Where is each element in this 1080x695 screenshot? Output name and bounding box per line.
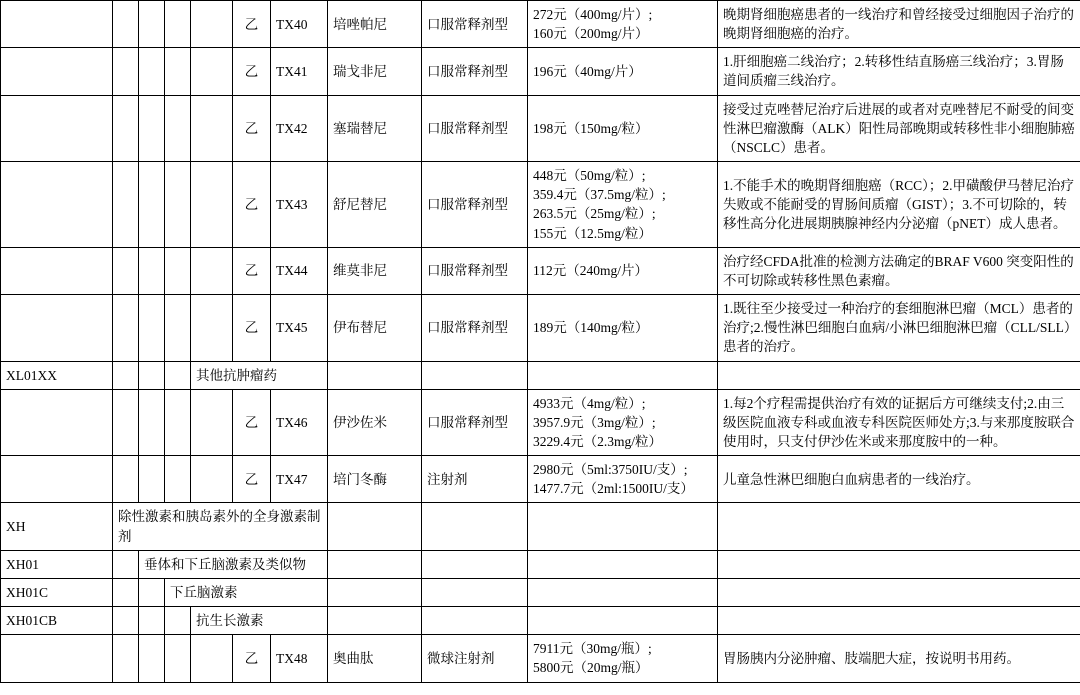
cell-price [528, 361, 718, 389]
cell-drug-name: 舒尼替尼 [328, 162, 422, 248]
cell-price [528, 503, 718, 550]
cell-price [528, 607, 718, 635]
price-line: 112元（240mg/片） [533, 263, 649, 279]
cell-dosage-form: 口服常释剂型 [422, 1, 528, 48]
cell-drug-name [328, 578, 422, 606]
price-line: 359.4元（37.5mg/粒）; [533, 187, 666, 203]
cell-category-code: XH01CB [1, 607, 113, 635]
cell-indent-1 [113, 607, 139, 635]
cell-dosage-form [422, 578, 528, 606]
cell-indent-4 [191, 295, 233, 361]
price-line: 7911元（30mg/瓶）; [533, 641, 652, 657]
cell-limit: 接受过克唑替尼治疗后进展的或者对克唑替尼不耐受的间变性淋巴瘤激酶（ALK）阳性局部晚期或转移性非小细胞肺癌（NSCLC）患者。 [718, 95, 1080, 161]
cell-indent-3 [165, 607, 191, 635]
cell-indent-3 [165, 162, 191, 248]
cell-level: 乙 [233, 456, 271, 503]
cell-dosage-form: 微球注射剂 [422, 635, 528, 682]
cell-category-name: 垂体和下丘脑激素及类似物 [139, 550, 328, 578]
cell-indent-3 [165, 635, 191, 682]
cell-limit [718, 550, 1080, 578]
cell-indent-4 [191, 1, 233, 48]
cell-price [528, 95, 718, 161]
price-line: 155元（12.5mg/粒） [533, 225, 652, 241]
cell-code-col [1, 635, 113, 682]
table-row-category [1, 503, 1080, 550]
cell-dosage-form: 口服常释剂型 [422, 295, 528, 361]
price-line: 263.5元（25mg/粒）; [533, 206, 656, 222]
cell-drug-name: 奥曲肽 [328, 635, 422, 682]
cell-dosage-form [422, 503, 528, 550]
cell-indent-3 [165, 48, 191, 95]
cell-indent-3 [165, 361, 191, 389]
cell-indent-3 [165, 389, 191, 455]
cell-category-code: XH01C [1, 578, 113, 606]
cell-price [528, 578, 718, 606]
cell-code-col [1, 389, 113, 455]
cell-code-col [1, 162, 113, 248]
cell-indent-2 [139, 95, 165, 161]
cell-price [528, 550, 718, 578]
cell-indent-2 [139, 389, 165, 455]
cell-level: 乙 [233, 95, 271, 161]
cell-drug-code: TX45 [271, 295, 328, 361]
cell-drug-name: 伊布替尼 [328, 295, 422, 361]
cell-drug-name: 瑞戈非尼 [328, 48, 422, 95]
cell-price [528, 1, 718, 48]
cell-drug-name: 培门冬酶 [328, 456, 422, 503]
price-line: 198元（150mg/粒） [533, 120, 649, 136]
cell-level: 乙 [233, 295, 271, 361]
cell-indent-1 [113, 162, 139, 248]
cell-limit [718, 361, 1080, 389]
price-line: 189元（140mg/粒） [533, 320, 649, 336]
cell-indent-4 [191, 635, 233, 682]
cell-indent-4 [191, 389, 233, 455]
table-row [1, 295, 1080, 361]
cell-code-col [1, 247, 113, 294]
price-line: 196元（40mg/片） [533, 63, 642, 79]
cell-indent-1 [113, 456, 139, 503]
cell-indent-1 [113, 361, 139, 389]
price-line: 160元（200mg/片） [533, 26, 649, 42]
cell-indent-2 [139, 1, 165, 48]
cell-indent-2 [139, 162, 165, 248]
cell-price [528, 635, 718, 682]
cell-indent-2 [139, 578, 165, 606]
cell-level: 乙 [233, 247, 271, 294]
cell-price [528, 456, 718, 503]
cell-limit: 1.不能手术的晚期肾细胞癌（RCC）；2.甲磺酸伊马替尼治疗失败或不能耐受的胃肠间质瘤（GIST）；3.不可切除的，转移性高分化进展期胰腺神经内分泌瘤（pNET）成人患者。 [718, 162, 1080, 248]
cell-limit: 1.每2个疗程需提供治疗有效的证据后方可继续支付;2.由三级医院血液专科或血液专科医院医师处方;3.与来那度胺联合使用时，只支付伊沙佐米或来那度胺中的一种。 [718, 389, 1080, 455]
cell-limit: 儿童急性淋巴细胞白血病患者的一线治疗。 [718, 456, 1080, 503]
cell-code-col [1, 295, 113, 361]
cell-indent-2 [139, 361, 165, 389]
table-row [1, 247, 1080, 294]
cell-indent-4 [191, 162, 233, 248]
cell-category-code: XL01XX [1, 361, 113, 389]
cell-category-name: 抗生长激素 [191, 607, 328, 635]
cell-code-col [1, 456, 113, 503]
price-line: 448元（50mg/粒）; [533, 168, 646, 184]
cell-drug-name [328, 361, 422, 389]
cell-indent-2 [139, 635, 165, 682]
table-row [1, 635, 1080, 682]
table-row-category [1, 361, 1080, 389]
cell-dosage-form [422, 361, 528, 389]
cell-price [528, 295, 718, 361]
cell-dosage-form [422, 607, 528, 635]
cell-indent-3 [165, 456, 191, 503]
cell-code-col [1, 48, 113, 95]
cell-dosage-form: 口服常释剂型 [422, 48, 528, 95]
cell-dosage-form: 口服常释剂型 [422, 95, 528, 161]
cell-indent-1 [113, 48, 139, 95]
cell-drug-name: 伊沙佐米 [328, 389, 422, 455]
cell-indent-4 [191, 95, 233, 161]
table-row-category [1, 578, 1080, 606]
cell-price [528, 389, 718, 455]
cell-drug-name [328, 503, 422, 550]
cell-code-col [1, 1, 113, 48]
cell-drug-code: TX40 [271, 1, 328, 48]
cell-limit: 晚期肾细胞癌患者的一线治疗和曾经接受过细胞因子治疗的晚期肾细胞癌的治疗。 [718, 1, 1080, 48]
cell-price [528, 247, 718, 294]
cell-drug-code: TX47 [271, 456, 328, 503]
cell-indent-3 [165, 295, 191, 361]
table-row [1, 48, 1080, 95]
cell-indent-2 [139, 456, 165, 503]
cell-drug-code: TX46 [271, 389, 328, 455]
cell-drug-name [328, 607, 422, 635]
cell-indent-1 [113, 247, 139, 294]
cell-level: 乙 [233, 162, 271, 248]
cell-level: 乙 [233, 635, 271, 682]
cell-dosage-form: 口服常释剂型 [422, 389, 528, 455]
cell-limit [718, 607, 1080, 635]
table-row [1, 456, 1080, 503]
cell-indent-2 [139, 48, 165, 95]
cell-level: 乙 [233, 1, 271, 48]
cell-indent-1 [113, 635, 139, 682]
table-row [1, 95, 1080, 161]
table-row-category [1, 550, 1080, 578]
cell-indent-1 [113, 389, 139, 455]
cell-dosage-form [422, 550, 528, 578]
price-line: 2980元（5ml:3750IU/支）; [533, 462, 688, 478]
cell-dosage-form: 注射剂 [422, 456, 528, 503]
price-line: 3957.9元（3mg/粒）; [533, 414, 656, 430]
cell-dosage-form: 口服常释剂型 [422, 247, 528, 294]
cell-indent-1 [113, 578, 139, 606]
cell-indent-3 [165, 95, 191, 161]
cell-drug-code: TX41 [271, 48, 328, 95]
price-line: 3229.4元（2.3mg/粒） [533, 433, 663, 449]
cell-indent-2 [139, 247, 165, 294]
cell-category-name: 其他抗肿瘤药 [191, 361, 328, 389]
cell-category-name: 除性激素和胰岛素外的全身激素制剂 [113, 503, 328, 550]
cell-level: 乙 [233, 389, 271, 455]
cell-indent-1 [113, 295, 139, 361]
price-line: 5800元（20mg/瓶） [533, 660, 649, 676]
table-row [1, 162, 1080, 248]
cell-category-name: 下丘脑激素 [165, 578, 328, 606]
cell-limit [718, 578, 1080, 606]
cell-price [528, 162, 718, 248]
cell-level: 乙 [233, 48, 271, 95]
cell-drug-code: TX48 [271, 635, 328, 682]
cell-limit [718, 503, 1080, 550]
table-row [1, 1, 1080, 48]
table-row [1, 389, 1080, 455]
price-line: 4933元（4mg/粒）; [533, 395, 646, 411]
price-line: 1477.7元（2ml:1500IU/支） [533, 481, 694, 497]
cell-drug-code: TX42 [271, 95, 328, 161]
cell-indent-1 [113, 550, 139, 578]
cell-limit: 治疗经CFDA批准的检测方法确定的BRAF V600 突变阳性的不可切除或转移性黑色素瘤。 [718, 247, 1080, 294]
cell-dosage-form: 口服常释剂型 [422, 162, 528, 248]
cell-indent-2 [139, 295, 165, 361]
cell-indent-1 [113, 95, 139, 161]
cell-indent-4 [191, 247, 233, 294]
cell-limit: 1.既往至少接受过一种治疗的套细胞淋巴瘤（MCL）患者的治疗;2.慢性淋巴细胞白血病/小淋巴细胞淋巴瘤（CLL/SLL）患者的治疗。 [718, 295, 1080, 361]
table-row-category [1, 607, 1080, 635]
cell-drug-name [328, 550, 422, 578]
cell-drug-code: TX44 [271, 247, 328, 294]
cell-drug-name: 塞瑞替尼 [328, 95, 422, 161]
cell-price [528, 48, 718, 95]
cell-indent-3 [165, 1, 191, 48]
cell-limit: 胃肠胰内分泌肿瘤、肢端肥大症，按说明书用药。 [718, 635, 1080, 682]
cell-drug-code: TX43 [271, 162, 328, 248]
cell-indent-4 [191, 456, 233, 503]
cell-indent-3 [165, 247, 191, 294]
cell-code-col [1, 95, 113, 161]
price-line: 272元（400mg/片）; [533, 7, 653, 22]
cell-drug-name: 维莫非尼 [328, 247, 422, 294]
cell-indent-2 [139, 607, 165, 635]
cell-category-code: XH [1, 503, 113, 550]
cell-limit: 1.肝细胞癌二线治疗；2.转移性结直肠癌三线治疗；3.胃肠道间质瘤三线治疗。 [718, 48, 1080, 95]
cell-indent-4 [191, 48, 233, 95]
cell-indent-1 [113, 1, 139, 48]
cell-drug-name: 培唑帕尼 [328, 1, 422, 48]
cell-category-code: XH01 [1, 550, 113, 578]
table-body [1, 1, 1080, 683]
